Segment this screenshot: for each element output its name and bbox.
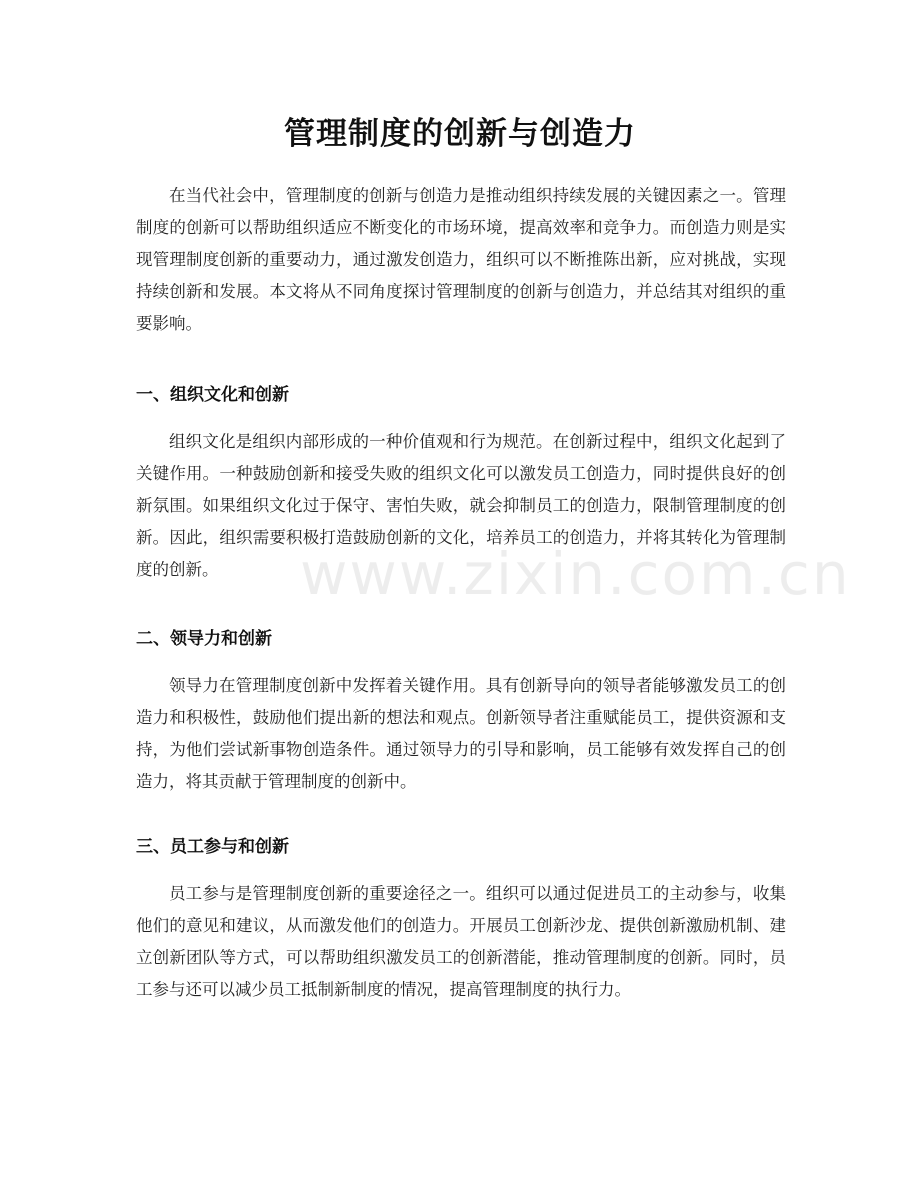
section-body-participation: 员工参与是管理制度创新的重要途径之一。组织可以通过促进员工的主动参与，收集他们的意见和建议，从而激发他们的创造力。开展员工创新沙龙、提供创新激励机制、建立创新团队等方式，可以帮助组织激发员工的创新潜能，推动管理制度的创新。同时，员工参与还可以减少员工抵制新制度的情况，提高管理制度的执行力。	[136, 884, 786, 999]
document-title: 管理制度的创新与创造力	[284, 116, 636, 152]
section-body-leadership: 领导力在管理制度创新中发挥着关键作用。具有创新导向的领导者能够激发员工的创造力和积极性，鼓励他们提出新的想法和观点。创新领导者注重赋能员工，提供资源和支持，为他们尝试新事物创造条件。通过领导力的引导和影响，员工能够有效发挥自己的创造力，将其贡献于管理制度的创新中。	[136, 676, 786, 791]
section-heading-leadership: 二、领导力和创新	[136, 629, 272, 649]
section-body-culture: 组织文化是组织内部形成的一种价值观和行为规范。在创新过程中，组织文化起到了关键作用。一种鼓励创新和接受失败的组织文化可以激发员工创造力，同时提供良好的创新氛围。如果组织文化过于保守、害怕失败，就会抑制员工的创造力，限制管理制度的创新。因此，组织需要积极打造鼓励创新的文化，培养员工的创造力，并将其转化为管理制度的创新。	[136, 432, 786, 579]
watermark: www.zixin.com.cn	[300, 540, 851, 608]
section-heading-participation: 三、员工参与和创新	[136, 837, 289, 857]
section-heading-culture: 一、组织文化和创新	[136, 385, 289, 405]
intro-paragraph: 在当代社会中，管理制度的创新与创造力是推动组织持续发展的关键因素之一。管理制度的创新可以帮助组织适应不断变化的市场环境，提高效率和竞争力。而创造力则是实现管理制度创新的重要动力，通过激发创造力，组织可以不断推陈出新，应对挑战，实现持续创新和发展。本文将从不同角度探讨管理制度的创新与创造力，并总结其对组织的重要影响。	[136, 186, 786, 333]
